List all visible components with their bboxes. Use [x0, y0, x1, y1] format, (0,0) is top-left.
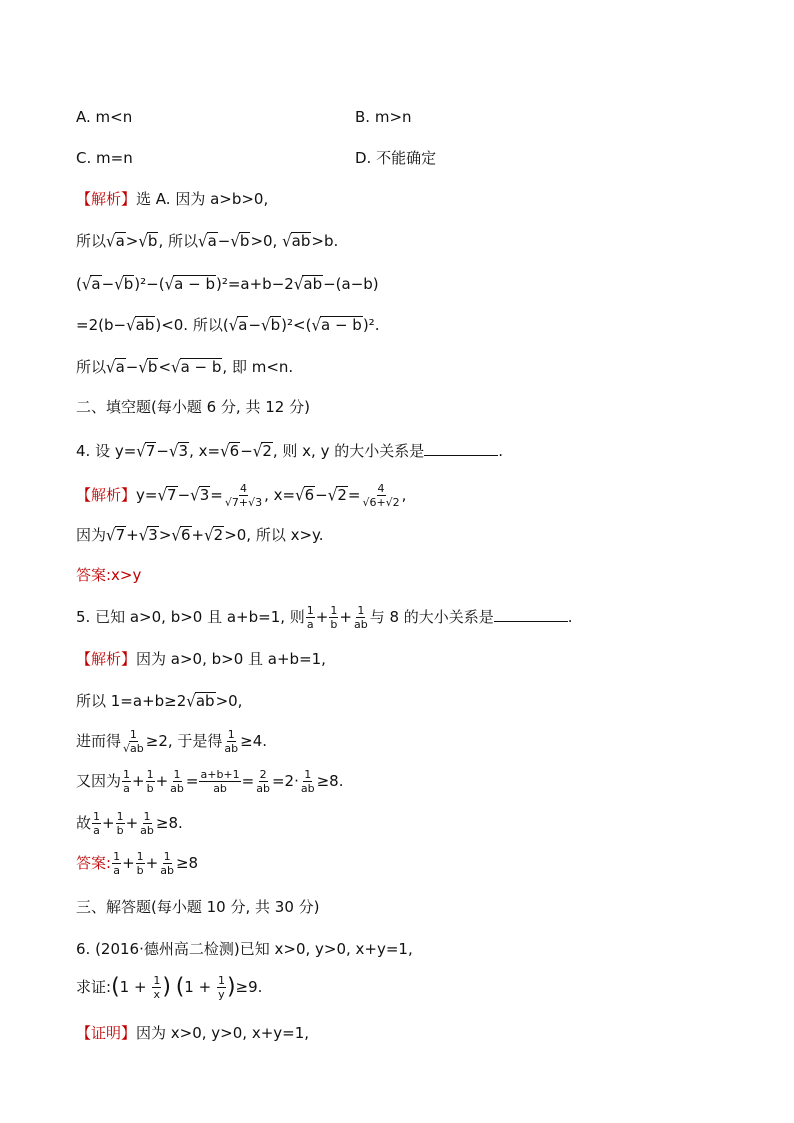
q3-solution-line-1: 【解析】选 A. 因为 a>b>0,	[76, 190, 269, 208]
q4-stem: 4. 设 y=√7−√3, x=√6−√2, 则 x, y 的大小关系是 .	[76, 441, 504, 461]
q6-proof-line-1: 【证明】因为 x>0, y>0, x+y=1,	[76, 1024, 310, 1042]
q5-stem: 5. 已知 a>0, b>0 且 a+b=1, 则 $\frac{1}{a}$ + $\frac{1}{b}$ + $\frac{1}{ab}$ 与 8 的大小关系是 .	[76, 604, 573, 631]
option-d: D. 不能确定	[355, 149, 437, 167]
q4-answer: 答案:x>y	[76, 566, 142, 584]
q5-solution-line-2: 所以 1=a+b≥2√ab>0,	[76, 691, 243, 711]
section-2-heading: 二、填空题(每小题 6 分, 共 12 分)	[76, 398, 310, 416]
q5-answer: 答案: $\frac{1}{a}$ + $\frac{1}{b}$ + $\frac{1}{ab}$ ≥8	[76, 850, 199, 877]
q5-solution-line-4: 又因为 $\frac{1}{a}$ + $\frac{1}{b}$ + $\frac{1}{ab}$ = $\frac{a+b+1}{ab}$ = $\frac{2}{ab}$ =2· $\frac{1}{ab}$ ≥8.	[76, 768, 344, 795]
q5-solution-line-3: 进而得 $\frac{1}{√ab}$ ≥2, 于是得 $\frac{1}{ab}$ ≥4.	[76, 728, 268, 755]
answer-blank-2	[494, 607, 568, 622]
option-c: C. m=n	[76, 149, 133, 167]
q3-solution-line-2: 所以√a>√b, 所以√a−√b>0, √ab>b.	[76, 231, 339, 251]
q3-solution-line-5: 所以√a−√b<√a − b, 即 m<n.	[76, 357, 294, 377]
section-3-heading: 三、解答题(每小题 10 分, 共 30 分)	[76, 898, 320, 916]
q3-solution-line-4: =2(b−√ab)<0. 所以(√a−√b)²<(√a − b)².	[76, 315, 380, 335]
proof-label: 【证明】	[76, 1024, 137, 1042]
q3-solution-line-3: (√a−√b)²−(√a − b)²=a+b−2√ab−(a−b)	[76, 274, 379, 294]
q4-solution-2: 因为√7+√3>√6+√2>0, 所以 x>y.	[76, 525, 324, 545]
q5-solution-line-1: 【解析】因为 a>0, b>0 且 a+b=1,	[76, 650, 326, 668]
option-a: A. m<n	[76, 108, 133, 126]
q5-solution-line-5: 故 $\frac{1}{a}$ + $\frac{1}{b}$ + $\frac{1}{ab}$ ≥8.	[76, 810, 183, 837]
option-b: B. m>n	[355, 108, 412, 126]
q6-prove: 求证:(1 + $\frac{1}{x}$ ) (1 + $\frac{1}{y}$ )≥9.	[76, 974, 263, 1001]
q4-solution: 【解析】y=√7−√3= $\frac{4}{√7+√3}$ , x=√6−√2= $\frac{4}{√6+√2}$ ,	[76, 482, 407, 509]
analysis-label: 【解析】	[76, 190, 137, 208]
q6-stem: 6. (2016·德州高二检测)已知 x>0, y>0, x+y=1,	[76, 940, 413, 958]
answer-blank	[424, 441, 498, 456]
